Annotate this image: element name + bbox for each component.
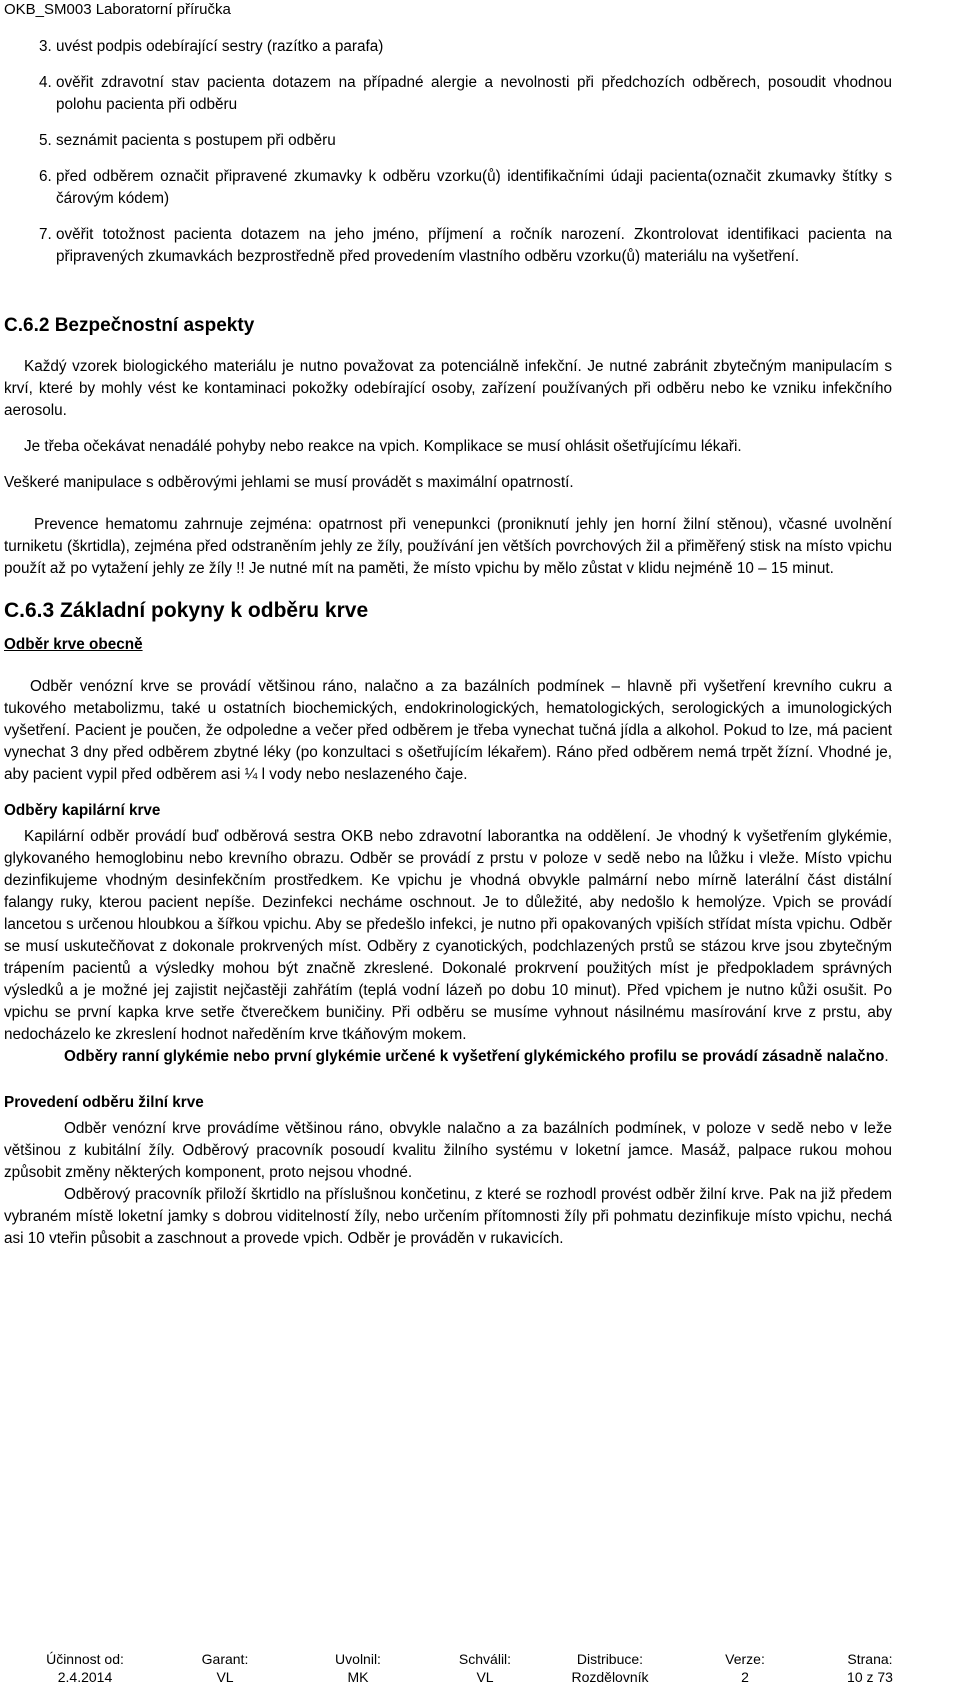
paragraph: Je třeba očekávat nenadálé pohyby nebo reakce na vpich. Komplikace se musí ohlásit ošetřujícímu lékaři. [24, 438, 742, 455]
paragraph: Každý vzorek biologického materiálu je nutno považovat za potenciálně infekční. Je nutné zabránit zbytečným manipulacím s krví, které by mohly vést ke kontaminaci pokožky odebírající osoby, zařízení používaných při odběru nebo ke vzniku infekčního aerosolu. [4, 358, 892, 419]
footer-label: Garant: [201, 1651, 249, 1667]
section-heading-c63: C.6.3 Základní pokyny k odběru krve [4, 599, 369, 622]
document-footer [0, 1650, 960, 1686]
footer-col-distribution [545, 1650, 675, 1686]
document-header: OKB_SM003 Laboratorní příručka [4, 1, 231, 18]
footer-value: 2.4.2014 [57, 1669, 113, 1685]
paragraph: Veškeré manipulace s odběrovými jehlami se musí provádět s maximální opatrností. [4, 474, 574, 491]
page-content [4, 28, 892, 1250]
list-item: 5. seznámit pacienta s postupem při odběru [56, 130, 892, 152]
footer-label: Schválil: [458, 1651, 512, 1667]
footer-col-effective [30, 1650, 140, 1686]
footer-value: MK [347, 1669, 369, 1685]
footer-value: 10 z 73 [847, 1669, 893, 1685]
footer-col-guarantor [185, 1650, 265, 1686]
period: . [884, 1048, 889, 1065]
footer-value: VL [216, 1669, 234, 1685]
paragraph: Odběr venózní krve se provádí většinou ráno, nalačno a za bazálních podmínek – hlavně při vyšetření krevního cukru a tukového metabolizmu, také u ostatních biochemických, endokrinologických, hematologických, serologických a imunologických vyšetření. Pacient je poučen, že odpoledne a večer před odběrem je třeba vynechat tučná jídla a alkohol. Pokud to lze, má pacient vynechat 3 dny před odběrem zbytné léky (po konzultaci s ošetřujícím lékařem). Ráno před odběrem nemá trpět žízní. Vhodné je, aby pacient vypil před odběrem asi ¼ l vody nebo neslazeného čaje. [4, 678, 892, 783]
section-heading-c62: C.6.2 Bezpečnostní aspekty [4, 315, 255, 336]
bold-note: Odběry ranní glykémie nebo první glykémie určené k vyšetření glykémického profilu se provádí zásadně nalačno [64, 1048, 885, 1065]
subsection-heading: Odběry kapilární krve [4, 802, 161, 819]
footer-label: Distribuce: [576, 1651, 644, 1667]
footer-col-version [705, 1650, 785, 1686]
paragraph: Odběrový pracovník přiloží škrtidlo na příslušnou končetinu, z které se rozhodl provést odběr žilní krve. Pak na již předem vybraném místě loketní jamky s dobrou viditelností žíly, nebo určením přítomnosti žíly při pohmatu dezinfikuje místo vpichu, nechá asi 10 vteřin působit a zaschnout a provede vpich. Odběr je prováděn v rukavicích. [4, 1186, 892, 1247]
footer-label: Uvolnil: [335, 1651, 381, 1667]
list-item: 4. ověřit zdravotní stav pacienta dotazem na případné alergie a nevolnosti při předchozích odběrech, posoudit vhodnou polohu pacienta při odběru [56, 72, 892, 116]
list-item: 6. před odběrem označit připravené zkumavky k odběru vzorku(ů) identifikačními údaji pacienta(označit zkumavky štítky s čárovým kódem) [56, 166, 892, 210]
footer-label: Strana: [847, 1651, 893, 1667]
footer-value: VL [476, 1669, 494, 1685]
paragraph [4, 826, 892, 1068]
footer-label: Verze: [725, 1651, 765, 1667]
footer-col-released [318, 1650, 398, 1686]
subsection-heading: Provedení odběru žilní krve [4, 1094, 204, 1111]
footer-col-approved [440, 1650, 530, 1686]
procedure-steps [4, 36, 892, 268]
paragraph: Odběr venózní krve provádíme většinou ráno, obvykle nalačno a za bazálních podmínek, v poloze v sedě nebo v leže většinou z kubitální žíly. Odběrový pracovník posoudí kvalitu žilního systému v loketní jamce. Masáž, palpace rukou mohou způsobit změny některých komponent, proto nejsou vhodné. [4, 1120, 892, 1181]
paragraph: Prevence hematomu zahrnuje zejména: opatrnost při venepunkci (proniknutí jehly jen horní žilní stěnou), včasné uvolnění turniketu (škrtidla), zejména před odstraněním jehly ze žíly, používání jen větších povrchových žil a přiměřený stisk na místo vpichu použít až po vytažení jehly ze žíly !! Je nutné mít na paměti, že místo vpichu by mělo zůstat v klidu nejméně 10 – 15 minut. [4, 516, 892, 577]
subsection-heading: Odběr krve obecně [4, 636, 143, 653]
list-item: 7. ověřit totožnost pacienta dotazem na jeho jméno, příjmení a ročník narození. Zkontrolovat identifikaci pacienta na připravených zkumavkách bezprostředně před provedením vlastního odběru vzorku(ů) materiálu na vyšetření. [56, 224, 892, 268]
footer-label: Účinnost od: [46, 1651, 124, 1667]
list-item: 3. uvést podpis odebírající sestry (razítko a parafa) [56, 36, 892, 58]
footer-col-page [825, 1650, 915, 1686]
paragraph-text: Kapilární odběr provádí buď odběrová sestra OKB nebo zdravotní laborantka na oddělení. Je vhodný k vyšetřením glykémie, glykovaného hemoglobinu nebo krevního obrazu. Odběr se provádí z prstu v poloze v sedě nebo na lůžku i vleže. Místo vpichu dezinfikujeme vhodným desinfekčním prostředkem. Ke vpichu je vhodná obvykle palmární nebo mírně laterální část distální falangy ruky, kterou pacient nepíše. Dezinfekci necháme oschnout. Je to důležité, aby nedošlo k hemolýze. Vpich se provádí lancetou s určenou hloubkou a šířkou vpichu. Aby se předešlo infekci, je nutno při opakovaných vpiších střídat místa vpichu. Odběr se musí uskutečňovat z dokonale prokrvených míst. Odběry z cyanotických, podchlazených prstů se stázou krve jsou zbytečným trápením pacientů a výsledky mohou být značně zkreslené. Dokonalé prokrvení použitých míst je předpokladem správných výsledků a je možné jej zajistit nejčastěji zahřátím (teplá vodní lázeň po dobu 10 minut). Před vpichem je nutno kůži osušit. Po vpichu se první kapka krve setře čtverečkem buničiny. Při odběru se musíme vyhnout násilnému masírování krve z prstu, aby nedocházelo ke zkreslení hodnot naředěním krve tkáňovým mokem. [4, 828, 892, 1043]
footer-value: Rozdělovník [571, 1669, 649, 1685]
footer-value: 2 [741, 1669, 749, 1685]
